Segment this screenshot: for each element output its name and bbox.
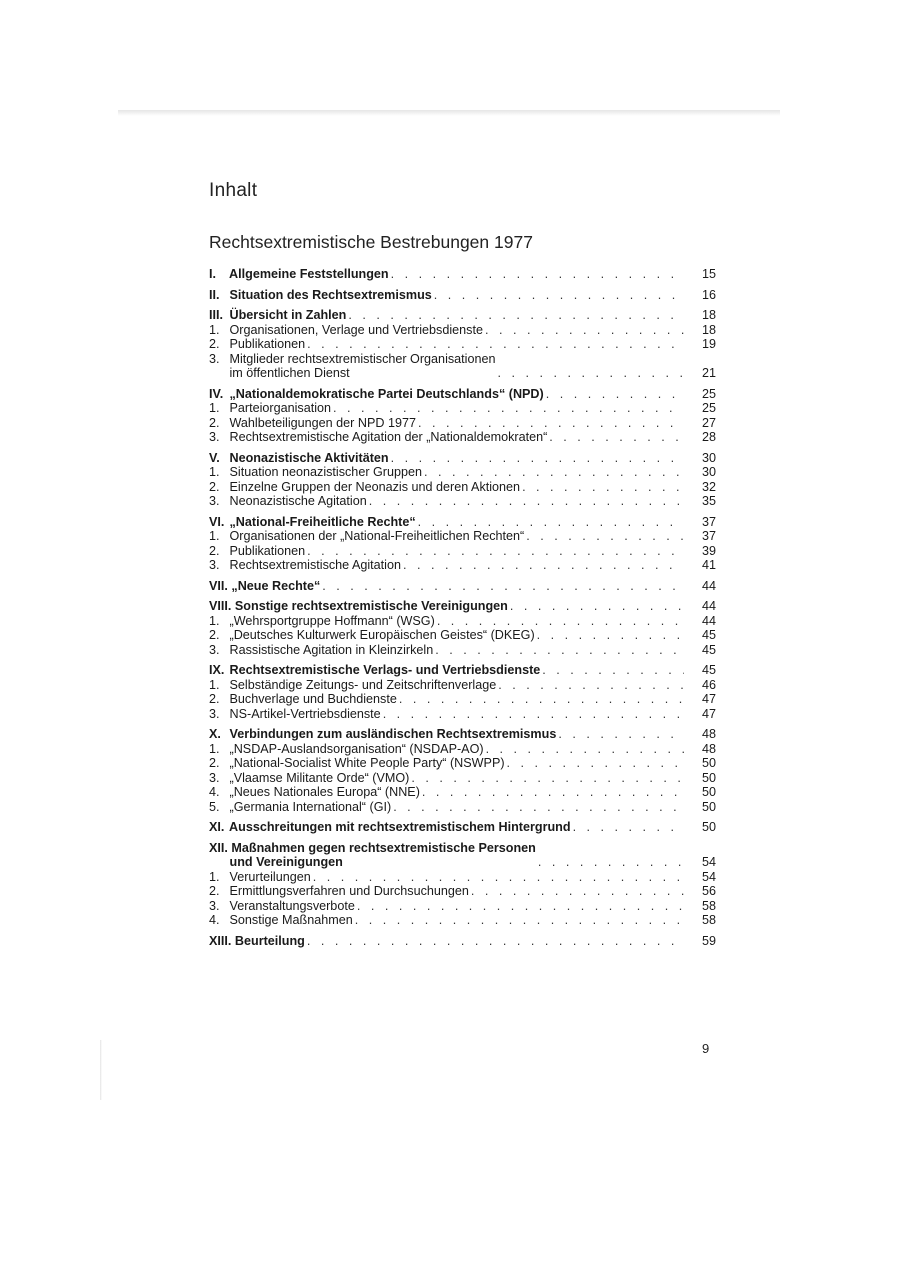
page-heading: Inhalt (209, 180, 258, 201)
toc-page-number: 44 (701, 599, 716, 613)
toc-entry-label (209, 308, 348, 323)
toc-leader-dots (355, 913, 684, 928)
toc-entry-title: „Neues Nationales Europa“ (NNE) (229, 785, 420, 799)
toc-entry-number: XII. (209, 840, 228, 855)
toc-entry-label (209, 267, 391, 282)
toc-entry-label (209, 707, 383, 722)
toc-entry-label (209, 579, 322, 594)
toc-section (209, 308, 716, 381)
toc-page-number: 32 (701, 479, 716, 494)
toc-entry-number: I. (209, 267, 216, 281)
toc-subentry (209, 465, 716, 480)
toc-leader-dots (313, 870, 684, 885)
toc-leader-dots (546, 387, 684, 402)
toc-entry-number: 4. (209, 913, 220, 927)
toc-entry-label (209, 771, 411, 786)
toc-subentry (209, 913, 716, 928)
toc-page-number: 27 (701, 415, 716, 430)
toc-page-number: 25 (701, 386, 716, 401)
toc-entry-label (209, 416, 418, 431)
toc-entry-label (209, 692, 399, 707)
toc-page-number: 15 (701, 267, 716, 281)
toc-page-number: 37 (701, 529, 716, 543)
toc-leader-dots (497, 366, 684, 381)
toc-chapter-entry (209, 308, 716, 323)
scan-edge-top (118, 110, 780, 116)
toc-page-number: 28 (701, 430, 716, 444)
toc-entry-number: 3. (209, 770, 220, 785)
toc-subentry (209, 707, 716, 722)
toc-entry-label (209, 614, 437, 629)
toc-entry-title-continued: im öffentlichen Dienst (229, 366, 350, 380)
toc-chapter-entry (209, 267, 716, 282)
toc-entry-number: 3. (209, 706, 220, 721)
toc-leader-dots (399, 692, 684, 707)
toc-chapter-entry (209, 820, 716, 835)
toc-subentry (209, 771, 716, 786)
toc-page-number: 50 (701, 756, 716, 770)
toc-leader-dots (418, 515, 684, 530)
toc-leader-dots (369, 494, 684, 509)
toc-section (209, 663, 716, 721)
toc-entry-label (209, 465, 424, 480)
toc-subentry (209, 544, 716, 559)
toc-entry-label (209, 934, 307, 949)
toc-leader-dots (357, 899, 684, 914)
toc-leader-dots (383, 707, 684, 722)
toc-leader-dots (418, 416, 684, 431)
toc-entry-number: 1. (209, 529, 220, 543)
toc-entry-label (209, 337, 307, 352)
toc-page-number: 54 (701, 869, 716, 884)
toc-section (209, 841, 716, 928)
toc-subentry (209, 628, 716, 643)
toc-subentry (209, 884, 716, 899)
toc-leader-dots (434, 288, 684, 303)
toc-page-number: 56 (701, 884, 716, 898)
page-subheading: Rechtsextremistische Bestrebungen 1977 (209, 232, 533, 252)
toc-subentry (209, 529, 716, 544)
toc-entry-label (209, 742, 486, 757)
toc-entry-number: XIII. (209, 933, 232, 948)
toc-page-number: 39 (701, 543, 716, 558)
toc-entry-label (209, 323, 485, 338)
toc-page-number: 47 (701, 706, 716, 721)
toc-entry-title: „Neue Rechte“ (231, 578, 321, 593)
toc-leader-dots (542, 663, 684, 678)
toc-section (209, 934, 716, 949)
toc-entry-number: 2. (209, 479, 220, 494)
toc-entry-number: 2. (209, 756, 220, 770)
toc-subentry (209, 870, 716, 885)
toc-leader-dots (507, 756, 684, 771)
toc-leader-dots (437, 614, 684, 629)
scan-edge-left (100, 1040, 102, 1100)
toc-entry-label (209, 678, 498, 693)
toc-entry-number: 2. (209, 415, 220, 430)
toc-leader-dots (522, 480, 684, 495)
toc-page-number: 45 (701, 628, 716, 642)
toc-entry-label (209, 756, 507, 771)
toc-leader-dots (537, 628, 684, 643)
toc-entry-number: 2. (209, 692, 220, 706)
toc-entry-title: Sonstige rechtsextremistische Vereinigungen (234, 599, 508, 613)
toc-leader-dots (393, 800, 684, 815)
toc-subentry (209, 494, 716, 509)
toc-entry-number: 2. (209, 337, 220, 351)
toc-leader-dots (558, 727, 684, 742)
toc-page-number: 45 (701, 663, 716, 677)
toc-entry-title: Selbständige Zeitungs- und Zeitschriftenverlage (229, 677, 497, 692)
toc-page-number: 50 (701, 820, 716, 834)
toc-entry-label (209, 663, 542, 678)
toc-section (209, 599, 716, 657)
toc-page-number: 50 (701, 799, 716, 814)
toc-page-number: 59 (701, 933, 716, 948)
toc-page-number: 46 (701, 677, 716, 692)
toc-leader-dots (307, 544, 684, 559)
toc-section (209, 727, 716, 814)
toc-section (209, 387, 716, 445)
toc-entry-title: Buchverlage und Buchdienste (229, 692, 397, 706)
toc-entry-number: 1. (209, 613, 220, 628)
toc-subentry (209, 899, 716, 914)
toc-entry-label (209, 480, 522, 495)
toc-entry-title: Neonazistische Aktivitäten (229, 450, 389, 465)
toc-entry-label (209, 800, 393, 815)
toc-entry-label (209, 529, 526, 544)
toc-entry-number: 3. (209, 494, 220, 508)
toc-leader-dots (411, 771, 684, 786)
toc-entry-number: 2. (209, 543, 220, 558)
toc-page-number: 35 (701, 494, 716, 508)
toc-page-number: 37 (701, 514, 716, 529)
toc-entry-title: NS-Artikel-Vertriebsdienste (229, 706, 381, 721)
toc-entry-title: „Germania International“ (GI) (229, 799, 392, 814)
toc-entry-label (209, 515, 418, 530)
toc-page-number: 19 (701, 337, 716, 351)
toc-leader-dots (422, 785, 684, 800)
toc-entry-title: Verbindungen zum ausländischen Rechtsextremismus (229, 727, 557, 741)
toc-entry-title: Mitglieder rechtsextremistischer Organisationen (229, 351, 496, 366)
toc-entry-label (209, 913, 355, 928)
toc-subentry (209, 678, 716, 693)
toc-subentry (209, 416, 716, 431)
toc-entry-title: Ausschreitungen mit rechtsextremistischem Hintergrund (229, 820, 571, 834)
toc-entry-title: Wahlbeteiligungen der NPD 1977 (229, 415, 416, 430)
toc-entry-number: VI. (209, 514, 225, 529)
toc-entry-label (209, 899, 357, 914)
toc-subentry (209, 323, 716, 338)
toc-page-number: 50 (701, 785, 716, 799)
toc-entry-title: Publikationen (229, 337, 306, 351)
toc-entry-number: IV. (209, 386, 224, 401)
toc-entry-title: Parteiorganisation (229, 401, 332, 415)
toc-entry-title: Maßnahmen gegen rechtsextremistische Personen (231, 840, 536, 855)
toc-chapter-entry (209, 579, 716, 594)
toc-entry-label (209, 387, 546, 402)
toc-entry-number: 1. (209, 322, 220, 337)
toc-entry-title: Übersicht in Zahlen (229, 308, 347, 322)
page-number: 9 (702, 1041, 710, 1056)
toc-chapter-entry (209, 727, 716, 742)
toc-entry-title: Ermittlungsverfahren und Durchsuchungen (229, 884, 469, 898)
toc-entry-title: „Deutsches Kulturwerk Europäischen Geistes“ (DKEG) (229, 628, 535, 642)
toc-leader-dots (391, 451, 684, 466)
toc-entry-number: 2. (209, 628, 220, 642)
toc-entry-number: 3. (209, 430, 220, 444)
toc-subentry (209, 692, 716, 707)
toc-entry-number: 3. (209, 558, 220, 572)
toc-entry-number: 1. (209, 401, 220, 415)
toc-entry-number: 1. (209, 677, 220, 692)
toc-subentry (209, 480, 716, 495)
toc-leader-dots (538, 855, 684, 870)
toc-entry-title: Rechtsextremistische Verlags- und Vertriebsdienste (229, 663, 541, 677)
toc-entry-label (209, 643, 435, 658)
toc-page-number: 44 (701, 613, 716, 628)
toc-page-number: 25 (701, 401, 716, 415)
toc-entry-title: Rassistische Agitation in Kleinzirkeln (229, 642, 434, 657)
toc-page-number: 48 (701, 741, 716, 756)
toc-entry-label (209, 884, 471, 899)
toc-entry-title: Organisationen, Verlage und Vertriebsdienste (229, 322, 483, 337)
toc-subentry (209, 401, 716, 416)
toc-leader-dots (498, 678, 684, 693)
toc-entry-title: Situation des Rechtsextremismus (229, 287, 432, 302)
toc-entry-label (209, 288, 434, 303)
toc-page-number: 16 (701, 287, 716, 302)
toc-entry-number: 3. (209, 898, 220, 913)
toc-entry-title: „Wehrsportgruppe Hoffmann“ (WSG) (229, 613, 435, 628)
toc-page-number: 41 (701, 558, 716, 572)
toc-chapter-entry (209, 451, 716, 466)
toc-entry-title: Veranstaltungsverbote (229, 898, 355, 913)
toc-section (209, 451, 716, 509)
toc-leader-dots (471, 884, 684, 899)
toc-subentry (209, 430, 716, 445)
toc-entry-title: „Vlaamse Militante Orde“ (VMO) (229, 770, 410, 785)
toc-subentry (209, 643, 716, 658)
toc-entry-number: VIII. (209, 599, 232, 613)
toc-leader-dots (322, 579, 684, 594)
toc-subentry (209, 558, 716, 573)
toc-leader-dots (424, 465, 684, 480)
toc-entry-title: Beurteilung (234, 933, 305, 948)
toc-subentry (209, 614, 716, 629)
toc-page-number: 30 (701, 450, 716, 465)
toc-entry-label (209, 558, 403, 573)
toc-entry-label (209, 727, 558, 742)
toc-entry-number: 3. (209, 351, 220, 366)
toc-entry-title: „National-Socialist White People Party“ (NSWPP) (229, 756, 505, 770)
toc-entry-number: 5. (209, 799, 220, 814)
toc-subentry (209, 337, 716, 352)
toc-entry-title: Neonazistische Agitation (229, 494, 367, 508)
toc-entry-number: IX. (209, 663, 225, 677)
toc-entry-title-continued: und Vereinigungen (229, 855, 343, 869)
toc-entry-label (209, 451, 391, 466)
toc-leader-dots (348, 308, 684, 323)
toc-entry-label (209, 820, 573, 835)
toc-chapter-entry (209, 288, 716, 303)
toc-entry-title: Sonstige Maßnahmen (229, 913, 353, 927)
toc-page-number: 44 (701, 578, 716, 593)
toc-entry-number: 3. (209, 642, 220, 657)
toc-leader-dots (307, 337, 684, 352)
toc-entry-number: VII. (209, 578, 228, 593)
toc-entry-number: 1. (209, 869, 220, 884)
toc-entry-label (209, 785, 422, 800)
toc-leader-dots (307, 934, 684, 949)
toc-page-number: 45 (701, 642, 716, 657)
toc-subentry (209, 756, 716, 771)
toc-entry-label (209, 401, 333, 416)
toc-leader-dots (435, 643, 684, 658)
toc-entry-label (209, 544, 307, 559)
toc-entry-title: Rechtsextremistische Agitation (229, 558, 401, 572)
toc-leader-dots (510, 599, 684, 614)
toc-section (209, 820, 716, 835)
toc-entry-title: Einzelne Gruppen der Neonazis und deren Aktionen (229, 479, 521, 494)
toc-entry-number: 4. (209, 785, 220, 799)
toc-section (209, 515, 716, 573)
toc-entry-title: Organisationen der „National-Freiheitlichen Rechten“ (229, 529, 525, 543)
toc-entry-title: Verurteilungen (229, 869, 311, 884)
toc-entry-title: Rechtsextremistische Agitation der „Nationaldemokraten“ (229, 430, 548, 444)
toc-entry-number: 2. (209, 884, 220, 898)
toc-entry-number: 1. (209, 741, 220, 756)
toc-page-number: 48 (701, 727, 716, 741)
toc-section (209, 288, 716, 303)
toc-page-number: 50 (701, 770, 716, 785)
toc-subentry (209, 352, 716, 381)
toc-entry-number: II. (209, 287, 220, 302)
toc-page-number: 58 (701, 898, 716, 913)
toc-entry-title: „Nationaldemokratische Partei Deutschlands“ (NPD) (229, 386, 544, 401)
toc-entry-label (209, 841, 538, 870)
toc-entry-label (209, 628, 537, 643)
toc-entry-label (209, 352, 497, 381)
toc-subentry (209, 742, 716, 757)
toc-page-number: 21 (701, 366, 716, 380)
toc-subentry (209, 785, 716, 800)
toc-entry-label (209, 494, 369, 509)
toc-chapter-entry (209, 841, 716, 870)
toc-entry-number: X. (209, 727, 221, 741)
toc-leader-dots (391, 267, 684, 282)
toc-entry-title: Allgemeine Feststellungen (229, 267, 389, 281)
toc-leader-dots (526, 529, 684, 544)
toc-section (209, 579, 716, 594)
toc-entry-label (209, 430, 549, 445)
toc-chapter-entry (209, 663, 716, 678)
toc-leader-dots (486, 742, 684, 757)
toc-page-number: 18 (701, 322, 716, 337)
toc-section (209, 267, 716, 282)
toc-entry-number: XI. (209, 820, 225, 834)
toc-entry-title: „National-Freiheitliche Rechte“ (229, 514, 416, 529)
toc-subentry (209, 800, 716, 815)
toc-leader-dots (485, 323, 684, 338)
toc-page-number: 58 (701, 913, 716, 927)
toc-page-number: 18 (701, 308, 716, 322)
toc-leader-dots (333, 401, 684, 416)
toc-leader-dots (573, 820, 684, 835)
toc-chapter-entry (209, 515, 716, 530)
toc-chapter-entry (209, 934, 716, 949)
toc-entry-number: 1. (209, 465, 220, 479)
toc-chapter-entry (209, 387, 716, 402)
toc-leader-dots (403, 558, 684, 573)
toc-entry-number: III. (209, 308, 223, 322)
toc-entry-label (209, 870, 313, 885)
toc-page-number: 54 (701, 855, 716, 869)
table-of-contents (209, 267, 716, 954)
toc-entry-title: Publikationen (229, 543, 306, 558)
toc-entry-title: Situation neonazistischer Gruppen (229, 465, 423, 479)
toc-page-number: 47 (701, 692, 716, 706)
toc-entry-number: V. (209, 450, 220, 465)
toc-page-number: 30 (701, 465, 716, 479)
toc-entry-title: „NSDAP-Auslandsorganisation“ (NSDAP-AO) (229, 741, 484, 756)
toc-entry-label (209, 599, 510, 614)
toc-chapter-entry (209, 599, 716, 614)
toc-leader-dots (549, 430, 684, 445)
